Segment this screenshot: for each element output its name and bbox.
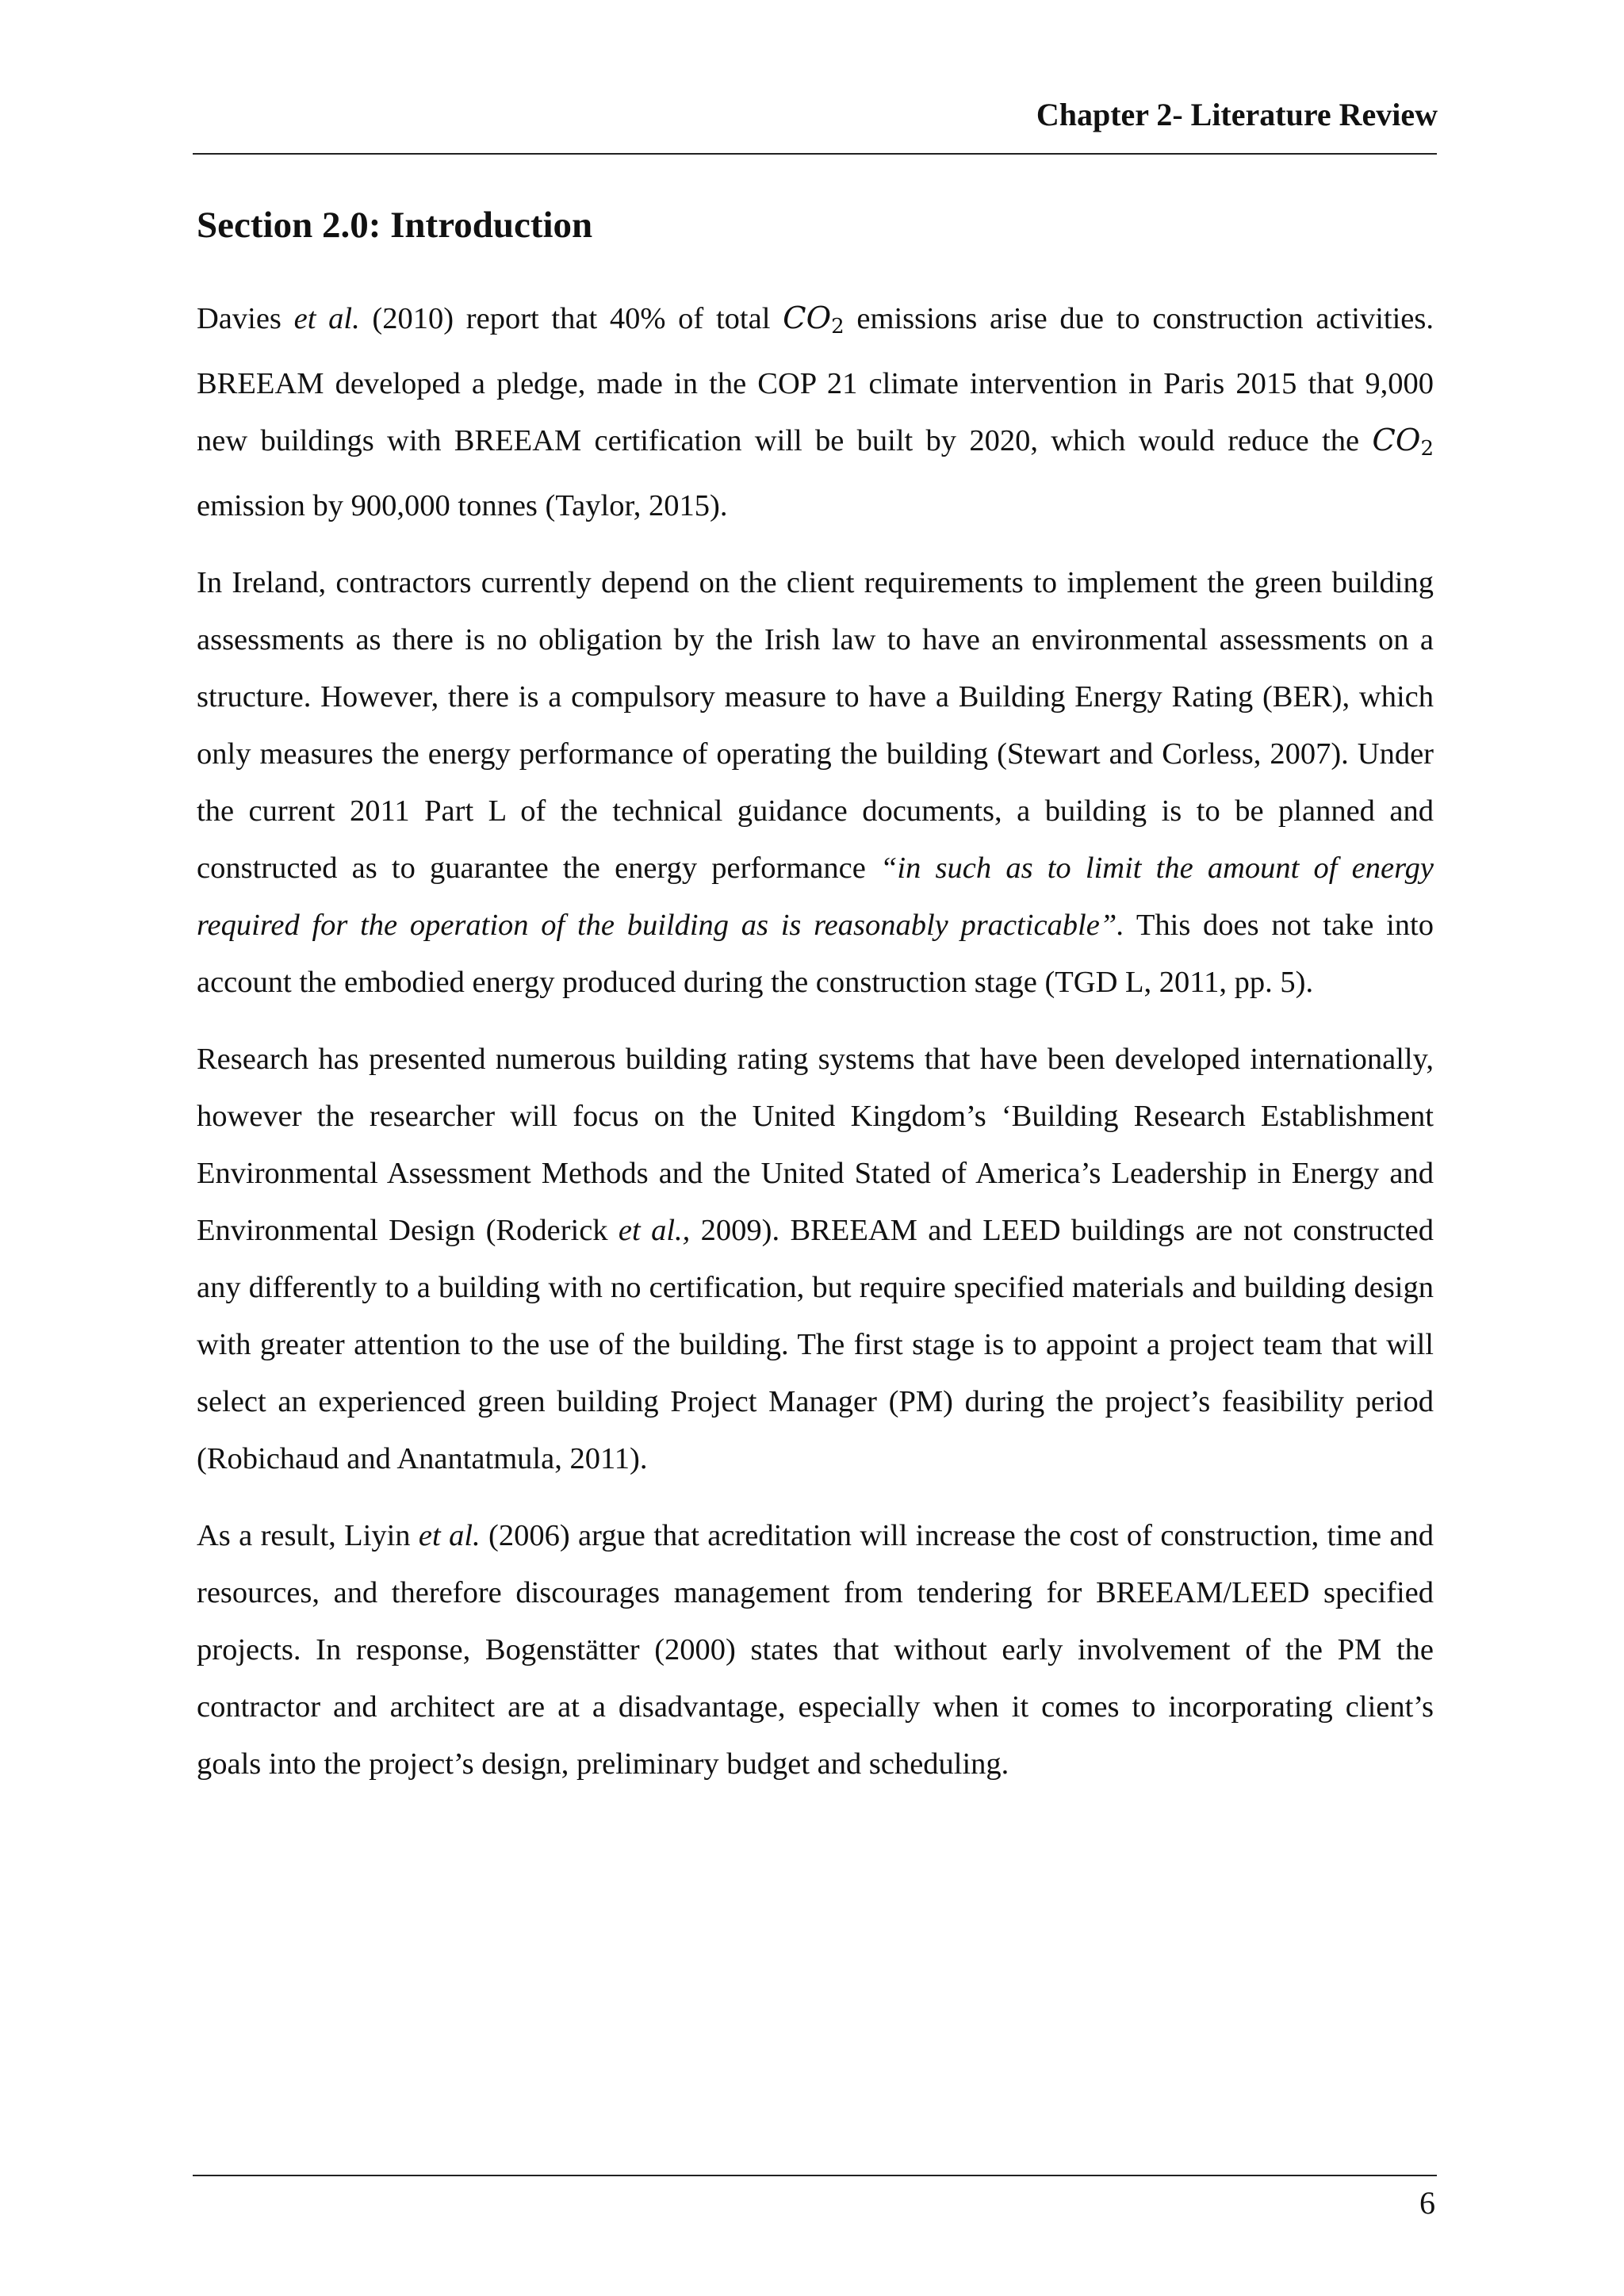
p4-text-a: As a result, Liyin [197, 1519, 419, 1552]
paragraph-3 [197, 1031, 1434, 1487]
co2-subscript: 2 [1420, 437, 1434, 461]
co2-formula [1372, 423, 1434, 461]
p1-text-c: (2010) report that 40% of total [359, 302, 783, 335]
p1-text-e: emission by 900,000 tonnes (Taylor, 2015). [197, 489, 728, 522]
p2-text-c: This does not take into account the embodied energy produced during the construction stage (TGD L, 2011, pp. 5). [197, 909, 1434, 999]
page-number: 6 [1419, 2185, 1435, 2221]
paragraph-2 [197, 554, 1434, 1011]
footer-divider [193, 2175, 1437, 2176]
header-divider [193, 153, 1437, 155]
p4-text-c: (2006) argue that acreditation will increase the cost of construction, time and resources, and therefore discourages management from tendering for BREEAM/LEED specified projects. In response, Bogenstätter (2000) states that without early involvement of the PM the contractor and architect are at a disadvantage, especially when it comes to incorporating client’s goals into the project’s design, preliminary budget and scheduling. [197, 1519, 1434, 1781]
p1-text-a: Davies [197, 302, 294, 335]
co2-formula [783, 300, 845, 339]
p3-text-c: 2009). BREEAM and LEED buildings are not constructed any differently to a building with no certification, but require specified materials and building design with greater attention to the use of the building. The first stage is to appoint a project team that will select an experienced green building Project Manager (PM) during the project’s feasibility period (Robichaud and Anantatmula, 2011). [197, 1214, 1434, 1475]
p3-text-a: Research has presented numerous building rating systems that have been developed internationally, however the researcher will focus on the United Kingdom’s ‘Building Research Establishment Environmental Assessment Methods and the United Stated of America’s Leadership in Energy and Environmental Design (Roderick [197, 1043, 1434, 1247]
paragraph-4 [197, 1507, 1434, 1793]
co2-base: CO [1372, 423, 1421, 458]
section-heading: Section 2.0: Introduction [197, 205, 593, 246]
p2-italic-quote: “in such as to limit the amount of energy required for the operation of the building as is reasonably practicable”. [197, 851, 1434, 942]
co2-subscript: 2 [831, 315, 845, 339]
p1-italic-et-al: et al. [293, 302, 360, 335]
chapter-header: Chapter 2- Literature Review [1036, 97, 1438, 132]
co2-base: CO [783, 300, 832, 336]
p2-text-a: In Ireland, contractors currently depend on the client requirements to implement the green building assessments as there is no obligation by the Irish law to have an environmental assessments on a structure. However, there is a compulsory measure to have a Building Energy Rating (BER), which only measures the energy performance of operating the building (Stewart and Corless, 2007). Under the current 2011 Part L of the technical guidance documents, a building is to be planned and constructed as to guarantee the energy performance [197, 566, 1434, 885]
body-text [197, 290, 1434, 1812]
p1-text-d: emissions arise due to construction activities. BREEAM developed a pledge, made in the COP 21 climate intervention in Paris 2015 that 9,000 new buildings with BREEAM certification will be built by 2020, which would reduce the [197, 302, 1434, 457]
paragraph-1 [197, 290, 1434, 534]
p3-italic-et-al: et al., [618, 1214, 691, 1247]
p4-italic-et-al: et al. [418, 1519, 481, 1552]
